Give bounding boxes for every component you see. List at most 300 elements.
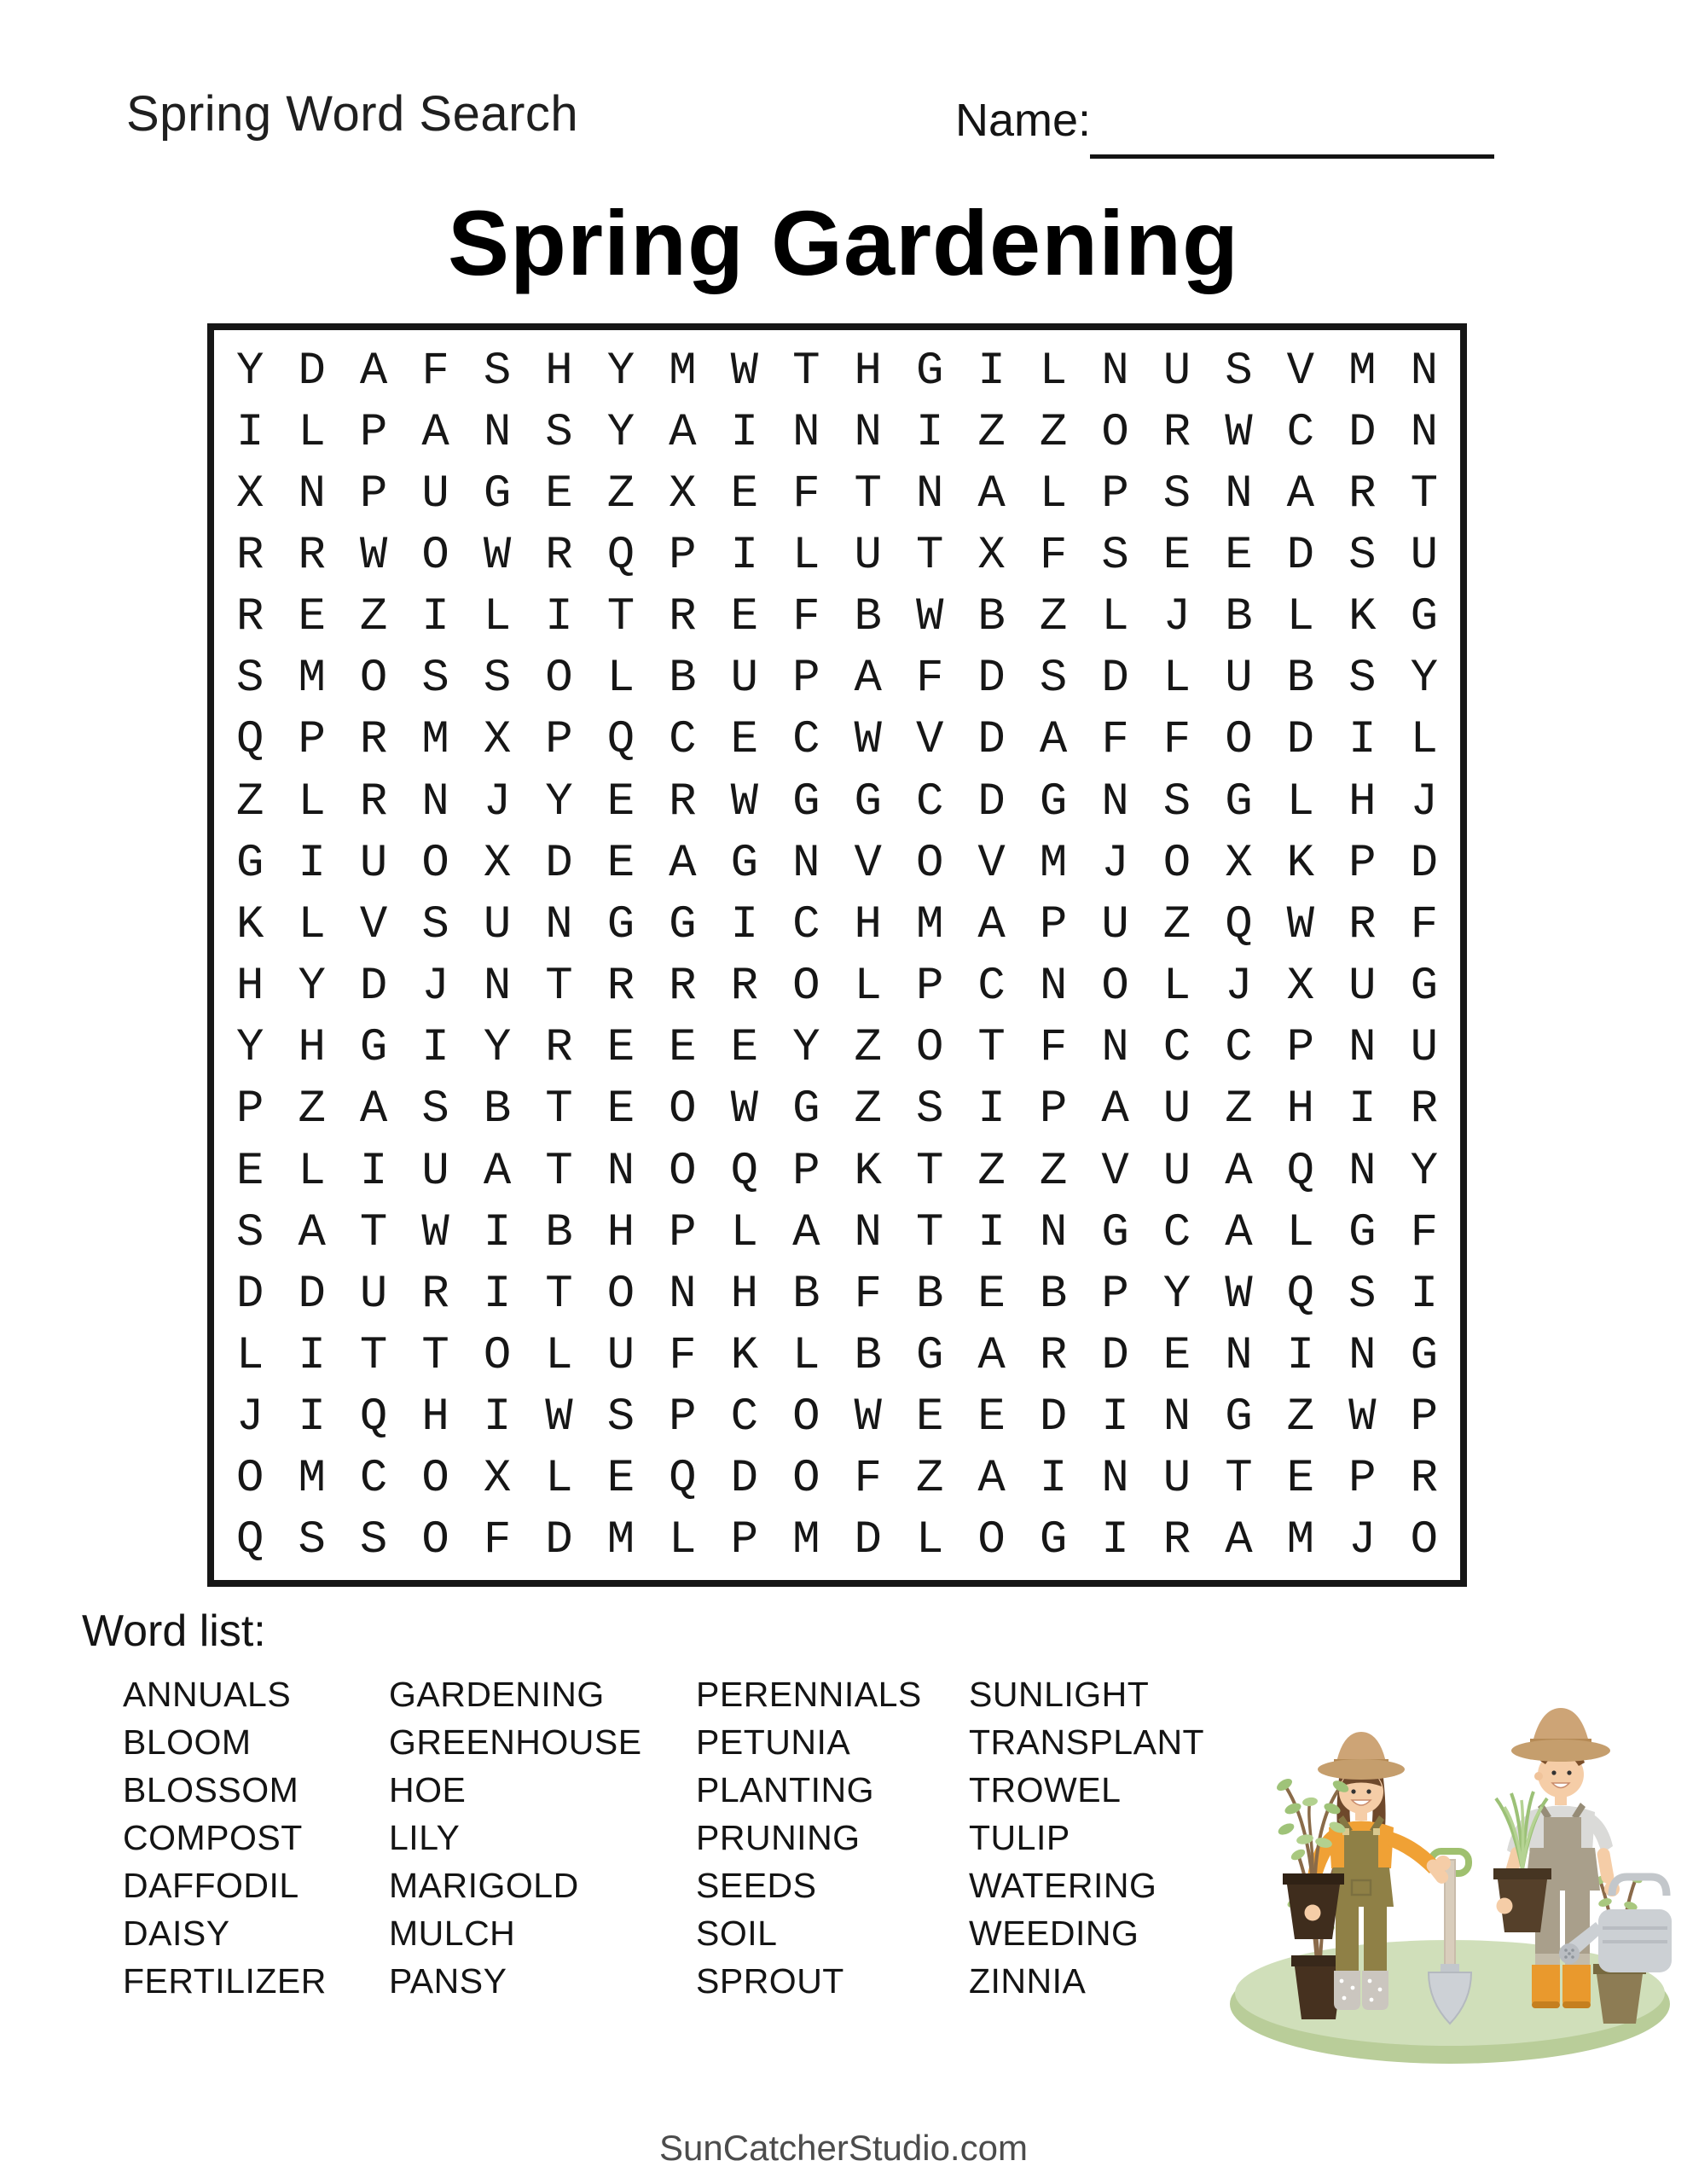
word-list-item: ANNUALS xyxy=(123,1675,292,1714)
grid-cell: R xyxy=(545,1022,573,1075)
grid-cell: N xyxy=(1410,345,1438,398)
word-list-item: PANSY xyxy=(389,1961,507,2001)
grid-cell: L xyxy=(1039,345,1068,398)
grid-cell: N xyxy=(854,1206,882,1259)
grid-cell: G xyxy=(669,898,697,951)
grid-cell: F xyxy=(1039,530,1068,583)
grid-cell: F xyxy=(854,1453,882,1506)
grid-cell: S xyxy=(483,345,512,398)
grid-cell: C xyxy=(1162,1022,1191,1075)
grid-cell: X xyxy=(1225,837,1253,890)
grid-cell: W xyxy=(915,591,944,644)
grid-cell: O xyxy=(792,1391,820,1444)
grid-cell: X xyxy=(483,1453,512,1506)
grid-cell: Y xyxy=(545,775,573,828)
grid-cell: Q xyxy=(236,714,264,767)
grid-cell: Q xyxy=(1225,898,1253,951)
grid-cell: Y xyxy=(1410,1145,1438,1198)
grid-cell: G xyxy=(236,837,264,890)
grid-cell: X xyxy=(483,714,512,767)
grid-cell: A xyxy=(1286,468,1315,520)
grid-cell: I xyxy=(977,1083,1006,1136)
grid-cell: C xyxy=(1162,1206,1191,1259)
word-list-item: ZINNIA xyxy=(969,1961,1087,2001)
grid-cell: C xyxy=(915,775,944,828)
grid-cell: M xyxy=(915,898,944,951)
grid-cell: G xyxy=(1039,775,1068,828)
word-list-item: BLOOM xyxy=(123,1722,252,1762)
grid-cell: Y xyxy=(606,345,635,398)
grid-cell: D xyxy=(298,1268,326,1321)
grid-cell: U xyxy=(421,1145,449,1198)
grid-cell: O xyxy=(359,653,388,706)
grid-cell: F xyxy=(854,1268,882,1321)
word-list-item: PLANTING xyxy=(696,1770,875,1809)
grid-cell: L xyxy=(545,1453,573,1506)
grid-cell: A xyxy=(669,837,697,890)
grid-cell: V xyxy=(1286,345,1315,398)
grid-cell: K xyxy=(1348,591,1377,644)
grid-cell: A xyxy=(421,406,449,459)
grid-cell: I xyxy=(421,1022,449,1075)
grid-cell: G xyxy=(1410,591,1438,644)
grid-cell: I xyxy=(545,591,573,644)
name-label: Name: xyxy=(955,95,1092,146)
grid-cell: P xyxy=(1286,1022,1315,1075)
word-list-item: SUNLIGHT xyxy=(969,1675,1150,1714)
grid-cell: Y xyxy=(792,1022,820,1075)
grid-cell: L xyxy=(1101,591,1129,644)
grid-cell: N xyxy=(1225,468,1253,520)
grid-cell: D xyxy=(1039,1391,1068,1444)
grid-cell: T xyxy=(545,1145,573,1198)
word-list-item: DAISY xyxy=(123,1914,230,1953)
grid-cell: P xyxy=(730,1514,759,1567)
grid-cell: W xyxy=(854,714,882,767)
grid-cell: R xyxy=(669,961,697,1014)
grid-cell: R xyxy=(606,961,635,1014)
grid-cell: E xyxy=(669,1022,697,1075)
grid-cell: T xyxy=(915,1206,944,1259)
grid-cell: U xyxy=(359,837,388,890)
grid-cell: S xyxy=(1162,468,1191,520)
grid-cell: T xyxy=(359,1329,388,1382)
grid-cell: L xyxy=(606,653,635,706)
grid-cell: S xyxy=(1348,530,1377,583)
grid-cell: M xyxy=(1039,837,1068,890)
grid-cell: W xyxy=(1225,1268,1253,1321)
grid-cell: E xyxy=(730,591,759,644)
grid-cell: E xyxy=(606,1453,635,1506)
grid-cell: L xyxy=(236,1329,264,1382)
grid-cell: T xyxy=(915,1145,944,1198)
grid-cell: N xyxy=(1348,1145,1377,1198)
grid-cell: K xyxy=(854,1145,882,1198)
grid-cell: L xyxy=(483,591,512,644)
grid-cell: R xyxy=(1039,1329,1068,1382)
word-list-item: GREENHOUSE xyxy=(389,1722,642,1762)
grid-cell: I xyxy=(1410,1268,1438,1321)
grid-cell: U xyxy=(359,1268,388,1321)
grid-cell: W xyxy=(483,530,512,583)
grid-cell: N xyxy=(1348,1022,1377,1075)
grid-cell: Z xyxy=(1286,1391,1315,1444)
grid-cell: O xyxy=(669,1083,697,1136)
grid-cell: O xyxy=(483,1329,512,1382)
grid-cell: S xyxy=(421,1083,449,1136)
grid-cell: R xyxy=(1162,406,1191,459)
grid-cell: G xyxy=(730,837,759,890)
grid-cell: R xyxy=(545,530,573,583)
grid-cell: O xyxy=(977,1514,1006,1567)
grid-cell: Z xyxy=(854,1083,882,1136)
grid-cell: B xyxy=(1039,1268,1068,1321)
grid-cell: Z xyxy=(606,468,635,520)
grid-cell: Z xyxy=(915,1453,944,1506)
grid-cell: E xyxy=(1162,530,1191,583)
word-list-item: SPROUT xyxy=(696,1961,844,2001)
grid-cell: P xyxy=(1101,1268,1129,1321)
word-list-column-4 xyxy=(969,1670,1204,2005)
grid-cell: M xyxy=(1348,345,1377,398)
grid-cell: T xyxy=(545,1268,573,1321)
grid-cell: N xyxy=(298,468,326,520)
grid-cell: O xyxy=(792,961,820,1014)
word-list-item: TROWEL xyxy=(969,1770,1122,1809)
grid-cell: S xyxy=(1225,345,1253,398)
grid-cell: E xyxy=(1286,1453,1315,1506)
grid-cell: N xyxy=(1101,775,1129,828)
grid-cell: N xyxy=(1348,1329,1377,1382)
grid-cell: I xyxy=(1039,1453,1068,1506)
grid-cell: C xyxy=(730,1391,759,1444)
grid-cell: V xyxy=(359,898,388,951)
grid-cell: J xyxy=(1410,775,1438,828)
grid-cell: E xyxy=(545,468,573,520)
grid-cell: Y xyxy=(483,1022,512,1075)
grid-cell: H xyxy=(854,898,882,951)
grid-cell: D xyxy=(359,961,388,1014)
grid-cell: Y xyxy=(1162,1268,1191,1321)
grid-cell: W xyxy=(730,1083,759,1136)
grid-cell: M xyxy=(669,345,697,398)
name-blank-line[interactable] xyxy=(1090,154,1494,159)
grid-cell: N xyxy=(1410,406,1438,459)
grid-cell: H xyxy=(236,961,264,1014)
grid-cell: V xyxy=(854,837,882,890)
grid-cell: F xyxy=(792,591,820,644)
grid-cell: G xyxy=(1348,1206,1377,1259)
grid-cell: V xyxy=(1101,1145,1129,1198)
grid-cell: S xyxy=(421,898,449,951)
grid-cell: B xyxy=(792,1268,820,1321)
grid-cell: L xyxy=(1286,775,1315,828)
grid-cell: P xyxy=(792,653,820,706)
grid-cell: M xyxy=(792,1514,820,1567)
grid-cell: L xyxy=(1162,961,1191,1014)
grid-cell: X xyxy=(1286,961,1315,1014)
grid-cell: T xyxy=(606,591,635,644)
grid-cell: L xyxy=(730,1206,759,1259)
grid-cell: D xyxy=(298,345,326,398)
grid-cell: I xyxy=(421,591,449,644)
grid-cell: L xyxy=(298,898,326,951)
grid-cell: E xyxy=(298,591,326,644)
grid-cell: C xyxy=(359,1453,388,1506)
grid-cell: M xyxy=(1286,1514,1315,1567)
grid-cell: A xyxy=(1101,1083,1129,1136)
word-list-item: TULIP xyxy=(969,1818,1070,1857)
grid-cell: P xyxy=(545,714,573,767)
grid-cell: W xyxy=(359,530,388,583)
grid-cell: N xyxy=(1101,345,1129,398)
grid-cell: A xyxy=(669,406,697,459)
grid-cell: P xyxy=(1410,1391,1438,1444)
grid-cell: N xyxy=(1101,1453,1129,1506)
grid-cell: T xyxy=(1225,1453,1253,1506)
grid-cell: A xyxy=(977,898,1006,951)
grid-cell: F xyxy=(1039,1022,1068,1075)
grid-cell: X xyxy=(977,530,1006,583)
grid-cell: Z xyxy=(977,1145,1006,1198)
grid-cell: U xyxy=(421,468,449,520)
puzzle-title: Spring Gardening xyxy=(447,191,1240,294)
grid-cell: F xyxy=(1101,714,1129,767)
word-search-grid xyxy=(207,323,1467,1587)
grid-cell: J xyxy=(1225,961,1253,1014)
grid-cell: S xyxy=(545,406,573,459)
grid-cell: R xyxy=(298,530,326,583)
grid-cell: M xyxy=(298,653,326,706)
grid-cell: D xyxy=(977,653,1006,706)
grid-cell: U xyxy=(1410,530,1438,583)
grid-cell: D xyxy=(854,1514,882,1567)
grid-cell: L xyxy=(792,1329,820,1382)
grid-cell: R xyxy=(1348,898,1377,951)
grid-cell: P xyxy=(1039,1083,1068,1136)
grid-cell: S xyxy=(1162,775,1191,828)
grid-cell: Z xyxy=(359,591,388,644)
grid-cell: G xyxy=(606,898,635,951)
grid-cell: I xyxy=(298,1391,326,1444)
grid-cell: F xyxy=(792,468,820,520)
grid-cell: D xyxy=(1348,406,1377,459)
grid-cell: S xyxy=(915,1083,944,1136)
grid-cell: Z xyxy=(1039,1145,1068,1198)
grid-cell: Z xyxy=(854,1022,882,1075)
grid-cell: W xyxy=(421,1206,449,1259)
grid-cell: L xyxy=(854,961,882,1014)
grid-cell: E xyxy=(977,1391,1006,1444)
grid-cell: Q xyxy=(359,1391,388,1444)
grid-cell: N xyxy=(1162,1391,1191,1444)
grid-cell: P xyxy=(1101,468,1129,520)
grid-cell: N xyxy=(1039,961,1068,1014)
grid-cell: A xyxy=(1225,1145,1253,1198)
grid-cell: N xyxy=(1039,1206,1068,1259)
grid-cell: F xyxy=(669,1329,697,1382)
grid-cell: R xyxy=(236,591,264,644)
grid-cell: D xyxy=(1101,653,1129,706)
word-list-item: PETUNIA xyxy=(696,1722,851,1762)
grid-cell: A xyxy=(977,468,1006,520)
grid-cell: A xyxy=(298,1206,326,1259)
grid-cell: G xyxy=(1225,775,1253,828)
grid-cell: U xyxy=(1348,961,1377,1014)
grid-cell: W xyxy=(1286,898,1315,951)
grid-cell: R xyxy=(1348,468,1377,520)
word-list-item: HOE xyxy=(389,1770,467,1809)
grid-cell: O xyxy=(1225,714,1253,767)
grid-cell: Q xyxy=(730,1145,759,1198)
grid-cell: E xyxy=(730,468,759,520)
grid-cell: G xyxy=(1225,1391,1253,1444)
grid-cell: G xyxy=(792,1083,820,1136)
grid-cell: A xyxy=(792,1206,820,1259)
grid-cell: Z xyxy=(977,406,1006,459)
grid-cell: K xyxy=(236,898,264,951)
grid-cell: P xyxy=(1348,837,1377,890)
grid-cell: J xyxy=(1162,591,1191,644)
grid-cell: A xyxy=(977,1329,1006,1382)
grid-cell: Z xyxy=(1225,1083,1253,1136)
grid-cell: I xyxy=(298,837,326,890)
grid-cell: D xyxy=(730,1453,759,1506)
worksheet-title: Spring Word Search xyxy=(126,86,579,142)
grid-cell: S xyxy=(298,1514,326,1567)
grid-cell: R xyxy=(669,591,697,644)
grid-cell: A xyxy=(1225,1514,1253,1567)
gardeners-illustration xyxy=(1226,1631,1674,2071)
grid-cell: B xyxy=(545,1206,573,1259)
grid-cell: N xyxy=(421,775,449,828)
grid-cell: L xyxy=(792,530,820,583)
grid-cell: G xyxy=(483,468,512,520)
grid-cell: C xyxy=(669,714,697,767)
grid-cell: T xyxy=(977,1022,1006,1075)
grid-cell: B xyxy=(483,1083,512,1136)
grid-cell: P xyxy=(359,406,388,459)
grid-cell: C xyxy=(792,714,820,767)
grid-cell: R xyxy=(730,961,759,1014)
grid-cell: R xyxy=(1410,1083,1438,1136)
grid-cell: G xyxy=(359,1022,388,1075)
grid-cell: E xyxy=(606,1022,635,1075)
grid-cell: S xyxy=(421,653,449,706)
grid-cell: B xyxy=(915,1268,944,1321)
grid-cell: B xyxy=(669,653,697,706)
grid-cell: G xyxy=(792,775,820,828)
grid-cell: J xyxy=(421,961,449,1014)
grid-cell: M xyxy=(421,714,449,767)
grid-cell: H xyxy=(298,1022,326,1075)
grid-cell: I xyxy=(977,345,1006,398)
grid-cell: H xyxy=(730,1268,759,1321)
grid-cell: Q xyxy=(1286,1145,1315,1198)
grid-cell: N xyxy=(1101,1022,1129,1075)
word-list-heading: Word list: xyxy=(82,1606,266,1656)
grid-cell: O xyxy=(1410,1514,1438,1567)
grid-cell: L xyxy=(298,775,326,828)
grid-cell: O xyxy=(792,1453,820,1506)
grid-cell: L xyxy=(669,1514,697,1567)
grid-cell: T xyxy=(359,1206,388,1259)
grid-cell: J xyxy=(236,1391,264,1444)
grid-cell: T xyxy=(792,345,820,398)
grid-cell: I xyxy=(298,1329,326,1382)
grid-cell: F xyxy=(915,653,944,706)
grid-cell: N xyxy=(483,961,512,1014)
grid-cell: R xyxy=(236,530,264,583)
grid-cell: U xyxy=(1162,1145,1191,1198)
grid-cell: I xyxy=(1348,1083,1377,1136)
grid-cell: K xyxy=(730,1329,759,1382)
grid-cell: T xyxy=(854,468,882,520)
grid-cell: U xyxy=(730,653,759,706)
grid-cell: E xyxy=(915,1391,944,1444)
word-list-item: LILY xyxy=(389,1818,461,1857)
word-list-item: COMPOST xyxy=(123,1818,303,1857)
grid-cell: I xyxy=(730,898,759,951)
grid-cell: H xyxy=(854,345,882,398)
grid-cell: X xyxy=(483,837,512,890)
grid-cell: P xyxy=(915,961,944,1014)
grid-cell: A xyxy=(359,1083,388,1136)
word-list-item: BLOSSOM xyxy=(123,1770,299,1809)
grid-cell: B xyxy=(854,591,882,644)
grid-cell: C xyxy=(1286,406,1315,459)
grid-cell: E xyxy=(606,775,635,828)
grid-cell: U xyxy=(1162,1083,1191,1136)
grid-cell: U xyxy=(1162,345,1191,398)
grid-cell: W xyxy=(730,345,759,398)
grid-cell: L xyxy=(1286,591,1315,644)
word-list-item: WEEDING xyxy=(969,1914,1139,1953)
grid-cell: Z xyxy=(236,775,264,828)
grid-cell: S xyxy=(359,1514,388,1567)
grid-cell: G xyxy=(1101,1206,1129,1259)
grid-cell: D xyxy=(1410,837,1438,890)
grid-cell: U xyxy=(483,898,512,951)
grid-cell: M xyxy=(606,1514,635,1567)
grid-cell: S xyxy=(1348,653,1377,706)
grid-cell: D xyxy=(977,775,1006,828)
word-list-column-2 xyxy=(389,1670,642,2005)
grid-cell: H xyxy=(1286,1083,1315,1136)
grid-cell: I xyxy=(915,406,944,459)
word-list-column-3 xyxy=(696,1670,922,2005)
grid-cell: G xyxy=(915,345,944,398)
grid-cell: B xyxy=(1286,653,1315,706)
grid-cell: R xyxy=(669,775,697,828)
grid-cell: N xyxy=(1225,1329,1253,1382)
grid-cell: S xyxy=(483,653,512,706)
grid-cell: N xyxy=(669,1268,697,1321)
grid-cell: D xyxy=(1286,714,1315,767)
grid-cell: Q xyxy=(606,530,635,583)
grid-cell: P xyxy=(669,1206,697,1259)
grid-cell: J xyxy=(1101,837,1129,890)
grid-cell: I xyxy=(483,1206,512,1259)
grid-cell: R xyxy=(421,1268,449,1321)
grid-cell: I xyxy=(483,1268,512,1321)
grid-cell: E xyxy=(606,1083,635,1136)
grid-cell: R xyxy=(359,714,388,767)
grid-cell: O xyxy=(421,1514,449,1567)
grid-cell: S xyxy=(606,1391,635,1444)
grid-cell: S xyxy=(236,1206,264,1259)
word-list-item: MULCH xyxy=(389,1914,516,1953)
